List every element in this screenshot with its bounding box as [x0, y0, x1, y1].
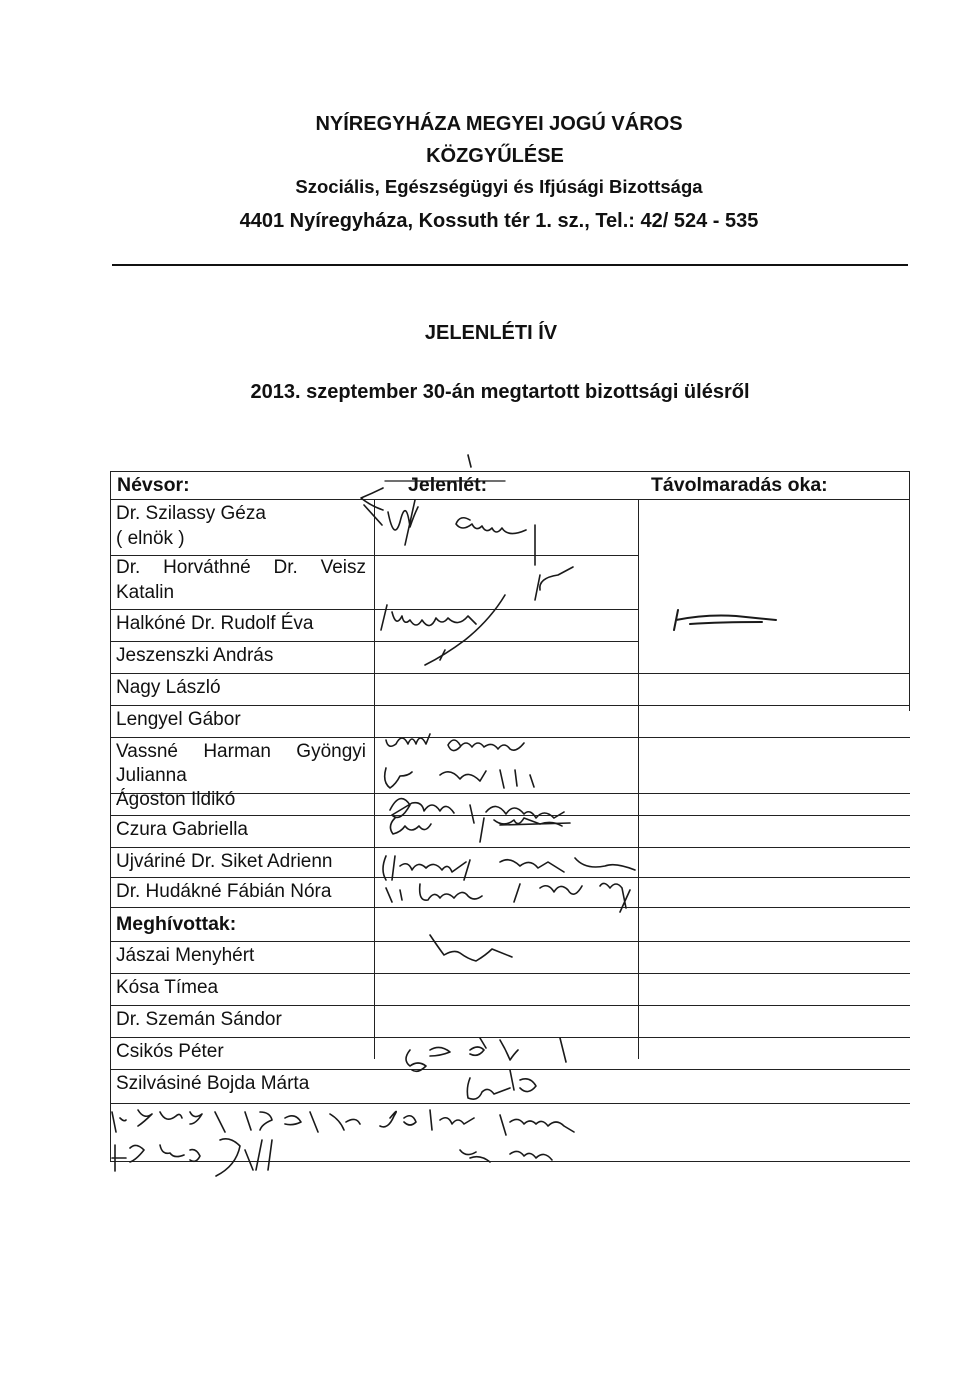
- invited-name: Csikós Péter: [116, 1041, 224, 1062]
- header-assembly: KÖZGYŰLÉSE: [426, 145, 564, 167]
- invited-name: Kósa Tímea: [116, 977, 219, 998]
- row-divider: [110, 941, 910, 942]
- attendance-table: [110, 471, 910, 1191]
- header-city-name: NYÍREGYHÁZA MEGYEI JOGÚ VÁROS: [315, 113, 683, 135]
- row-divider: [110, 609, 638, 610]
- header-committee: Szociális, Egészségügyi és Ifjúsági Bizottsága: [295, 176, 703, 197]
- document-title: JELENLÉTI ÍV: [424, 322, 558, 344]
- member-name: Ágoston Ildikó: [116, 789, 236, 810]
- member-name: Dr. Hudákné Fábián Nóra: [116, 881, 332, 902]
- member-name: Ujváriné Dr. Siket Adrienn: [116, 851, 333, 872]
- member-name: Dr. Szilassy Géza: [116, 503, 266, 524]
- row-divider: [110, 1103, 910, 1104]
- member-name-cont: Julianna: [116, 765, 187, 786]
- member-name: Vassné Harman Gyöngyi: [116, 741, 366, 762]
- table-top-border: [110, 471, 910, 472]
- invited-name: Jászai Menyhért: [116, 945, 255, 966]
- row-divider: [110, 737, 910, 738]
- row-divider: [110, 1069, 910, 1070]
- table-border-left: [110, 471, 111, 1161]
- row-divider: [110, 973, 910, 974]
- member-name: Dr. Horváthné Dr. Veisz: [116, 557, 366, 578]
- column-header-name: Névsor:: [117, 474, 190, 496]
- invited-name: Dr. Szemán Sándor: [116, 1009, 282, 1030]
- invited-header: Meghívottak:: [116, 913, 237, 935]
- row-divider: [110, 555, 638, 556]
- row-divider: [110, 673, 910, 674]
- row-divider: [110, 705, 910, 706]
- member-role: ( elnök ): [116, 528, 185, 549]
- row-divider: [110, 641, 638, 642]
- pen-mark: [468, 455, 471, 467]
- document-subtitle: 2013. szeptember 30-án megtartott bizottsági ülésről: [250, 381, 750, 403]
- row-divider: [110, 907, 910, 908]
- row-divider: [110, 877, 910, 878]
- column-header-presence: Jelenlét:: [408, 474, 488, 496]
- column-divider-1: [374, 499, 375, 1059]
- member-name: Lengyel Gábor: [116, 709, 241, 730]
- member-name: Nagy László: [116, 677, 221, 698]
- row-divider: [110, 847, 910, 848]
- row-divider: [110, 1005, 910, 1006]
- member-name: Halkóné Dr. Rudolf Éva: [116, 613, 314, 634]
- row-divider: [110, 1037, 910, 1038]
- row-divider: [110, 815, 910, 816]
- header-row-divider: [110, 499, 910, 500]
- column-divider-2: [638, 499, 639, 1059]
- column-header-absence: Távolmaradás oka:: [651, 474, 828, 496]
- header-divider: [112, 264, 908, 266]
- header-address: 4401 Nyíregyháza, Kossuth tér 1. sz., Tel.: 42/ 524 - 535: [239, 210, 759, 232]
- table-bottom-border: [110, 1161, 910, 1162]
- table-border-right: [909, 471, 910, 711]
- invited-name: Szilvásiné Bojda Márta: [116, 1073, 310, 1094]
- member-name-cont: Katalin: [116, 582, 175, 603]
- member-name: Jeszenszki András: [116, 645, 274, 666]
- member-name: Czura Gabriella: [116, 819, 248, 840]
